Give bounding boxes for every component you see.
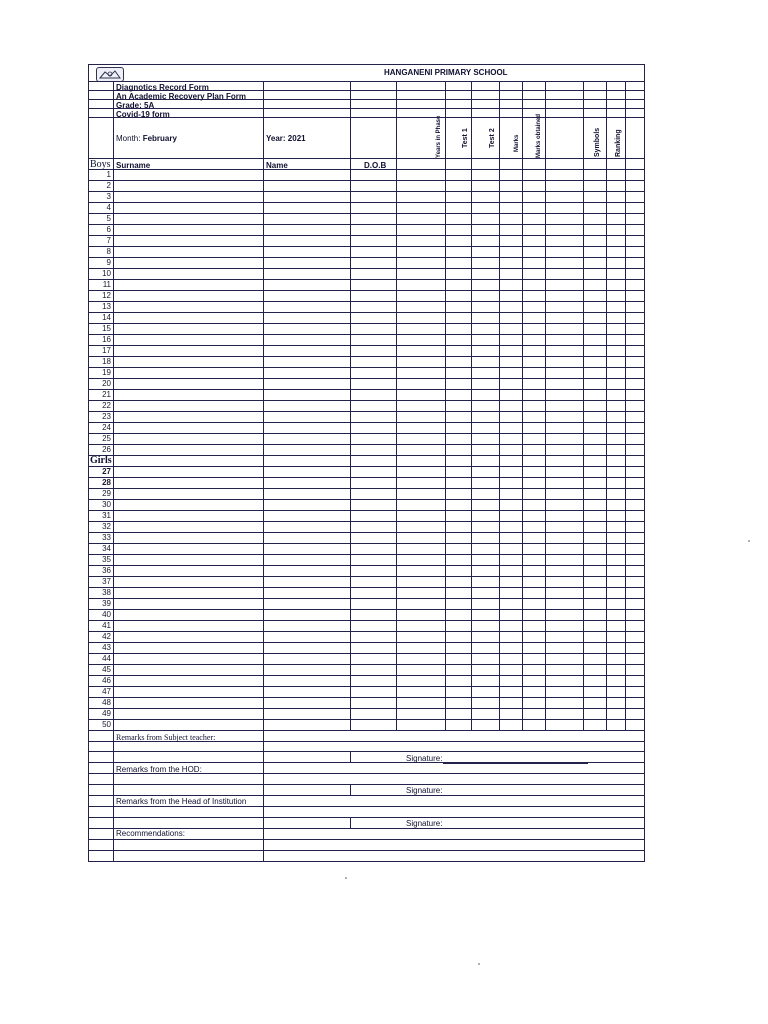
table-row-line [88, 433, 644, 434]
header-row-line [88, 99, 644, 100]
boys-label: Boys [90, 159, 111, 170]
remarks-column-line [263, 730, 264, 862]
table-row-line [88, 235, 644, 236]
signature-box-line [350, 817, 351, 828]
row-number: 22 [102, 401, 111, 410]
header-row-line [88, 81, 644, 82]
row-number: 14 [102, 313, 111, 322]
table-row-line [88, 697, 644, 698]
table-row-line [88, 609, 644, 610]
row-number: 26 [102, 445, 111, 454]
table-row-line [88, 169, 644, 170]
table-row-line [88, 576, 644, 577]
table-row-line [88, 477, 644, 478]
table-row-line [88, 686, 644, 687]
col-dob: D.O.B [364, 161, 387, 170]
table-row-line [88, 389, 644, 390]
table-row-line [88, 653, 644, 654]
form-subtitle: An Academic Recovery Plan Form [116, 92, 246, 101]
table-row-line [88, 631, 644, 632]
signature-box-line [350, 751, 351, 762]
row-number: 12 [102, 291, 111, 300]
table-column-line [499, 81, 500, 730]
table-row-line [88, 191, 644, 192]
table-row-line [88, 411, 644, 412]
header-row-line [88, 117, 644, 118]
table-row-line [88, 730, 644, 731]
table-row-line [88, 554, 644, 555]
grade-label: Grade: 5A [116, 101, 155, 110]
col-years-in-phase: Years in Phase [436, 115, 442, 158]
remarks-row-line [88, 861, 644, 862]
row-number: 4 [106, 203, 111, 212]
col-marks-obtained: Marks obtained [536, 113, 542, 158]
row-number: 9 [106, 258, 111, 267]
table-row-line [88, 290, 644, 291]
month-field [116, 134, 177, 143]
table-row-line [88, 675, 644, 676]
row-number: 42 [102, 632, 111, 641]
row-number: 49 [102, 709, 111, 718]
row-number: 19 [102, 368, 111, 377]
table-row-line [88, 532, 644, 533]
top-border [88, 64, 644, 65]
table-row-line [88, 367, 644, 368]
table-column-line [445, 81, 446, 730]
signature-label-hod: Signature: [406, 786, 443, 795]
table-row-line [88, 708, 644, 709]
signature-label-teacher: Signature: [406, 754, 443, 763]
table-row-line [88, 334, 644, 335]
table-row-line [88, 664, 644, 665]
signature-box-line [350, 784, 351, 795]
signature-line-teacher [443, 763, 588, 764]
table-column-line [522, 81, 523, 730]
table-row-line [88, 323, 644, 324]
table-row-line [88, 565, 644, 566]
row-number: 35 [102, 555, 111, 564]
row-number: 30 [102, 500, 111, 509]
table-row-line [88, 279, 644, 280]
row-number: 21 [102, 390, 111, 399]
row-number: 1 [106, 170, 111, 179]
row-number: 29 [102, 489, 111, 498]
row-number: 2 [106, 181, 111, 190]
remarks-hod: Remarks from the HOD: [116, 765, 202, 774]
table-column-line [113, 81, 114, 730]
remarks-subject-teacher: Remarks from Subject teacher: [116, 733, 216, 742]
table-row-line [88, 543, 644, 544]
row-number: 48 [102, 698, 111, 707]
table-row-line [88, 620, 644, 621]
table-column-line [471, 81, 472, 730]
table-row-line [88, 180, 644, 181]
table-row-line [88, 224, 644, 225]
row-number: 36 [102, 566, 111, 575]
remarks-row-line [88, 784, 644, 785]
table-row-line [88, 444, 644, 445]
table-column-line [545, 81, 546, 730]
table-row-line [88, 246, 644, 247]
girls-label: Girls [90, 455, 112, 466]
school-name: HANGANENI PRIMARY SCHOOL [384, 68, 508, 77]
row-number: 28 [102, 478, 111, 487]
row-number: 40 [102, 610, 111, 619]
table-row-line [88, 466, 644, 467]
header-row-line [88, 158, 644, 159]
table-column-line [606, 81, 607, 730]
row-number: 45 [102, 665, 111, 674]
scan-speck [345, 877, 347, 879]
table-row-line [88, 202, 644, 203]
row-number: 20 [102, 379, 111, 388]
remarks-row-line [88, 850, 644, 851]
table-row-line [88, 521, 644, 522]
row-number: 38 [102, 588, 111, 597]
header-row-line [88, 108, 644, 109]
row-number: 6 [106, 225, 111, 234]
signature-label-head: Signature: [406, 819, 443, 828]
table-row-line [88, 587, 644, 588]
school-crest-icon [96, 67, 124, 82]
scan-speck [478, 963, 480, 965]
table-row-line [88, 499, 644, 500]
col-ranking: Ranking [615, 129, 622, 157]
table-column-line [263, 81, 264, 730]
table-row-line [88, 213, 644, 214]
col-name: Name [266, 161, 288, 170]
table-row-line [88, 400, 644, 401]
col-test1: Test 1 [462, 128, 469, 148]
col-surname: Surname [116, 161, 151, 170]
row-number: 16 [102, 335, 111, 344]
row-number: 37 [102, 577, 111, 586]
row-number: 13 [102, 302, 111, 311]
row-number: 41 [102, 621, 111, 630]
row-number: 10 [102, 269, 111, 278]
record-form-sheet [88, 64, 644, 862]
month-label: Month: [116, 134, 143, 143]
row-number: 44 [102, 654, 111, 663]
row-number: 23 [102, 412, 111, 421]
col-test2: Test 2 [489, 128, 496, 148]
col-symbols: Symbols [594, 127, 601, 157]
row-number: 11 [102, 280, 111, 289]
row-number: 18 [102, 357, 111, 366]
row-number: 33 [102, 533, 111, 542]
header-row-line [88, 90, 644, 91]
table-row-line [88, 422, 644, 423]
row-number: 32 [102, 522, 111, 531]
right-border [644, 64, 645, 862]
remarks-row-line [88, 839, 644, 840]
remarks-head: Remarks from the Head of Institution [116, 797, 247, 806]
row-number: 8 [106, 247, 111, 256]
month-value: February [142, 134, 177, 143]
table-row-line [88, 312, 644, 313]
table-row-line [88, 719, 644, 720]
row-number: 5 [106, 214, 111, 223]
row-number: 24 [102, 423, 111, 432]
row-number: 15 [102, 324, 111, 333]
row-number: 3 [106, 192, 111, 201]
table-column-line [583, 81, 584, 730]
row-number: 17 [102, 346, 111, 355]
remarks-row-line [88, 751, 644, 752]
table-row-line [88, 378, 644, 379]
table-row-line [88, 257, 644, 258]
remarks-row-line [88, 817, 644, 818]
col-marks: Marks [514, 134, 520, 152]
table-column-line [350, 81, 351, 730]
signature-line-head [443, 828, 588, 829]
table-row-line [88, 598, 644, 599]
table-row-line [88, 301, 644, 302]
row-number: 27 [102, 467, 111, 476]
form-title: Diagnotics Record Form [116, 83, 209, 92]
table-column-line [396, 81, 397, 730]
row-number: 7 [106, 236, 111, 245]
recommendations-label: Recommendations: [116, 829, 185, 838]
row-number: 43 [102, 643, 111, 652]
signature-line-hod [443, 795, 588, 796]
row-number: 31 [102, 511, 111, 520]
table-row-line [88, 268, 644, 269]
row-number: 46 [102, 676, 111, 685]
table-row-line [88, 642, 644, 643]
covid-form-label: Covid-19 form [116, 110, 170, 119]
remarks-row-line [88, 806, 644, 807]
table-row-line [88, 510, 644, 511]
row-number: 39 [102, 599, 111, 608]
table-column-line [625, 81, 626, 730]
table-row-line [88, 455, 644, 456]
row-number: 25 [102, 434, 111, 443]
remarks-column-line [113, 730, 114, 862]
scan-speck [748, 540, 750, 542]
table-row-line [88, 488, 644, 489]
year-field: Year: 2021 [266, 134, 306, 143]
table-row-line [88, 356, 644, 357]
row-number: 47 [102, 687, 111, 696]
row-number: 50 [102, 720, 111, 729]
table-row-line [88, 345, 644, 346]
row-number: 34 [102, 544, 111, 553]
